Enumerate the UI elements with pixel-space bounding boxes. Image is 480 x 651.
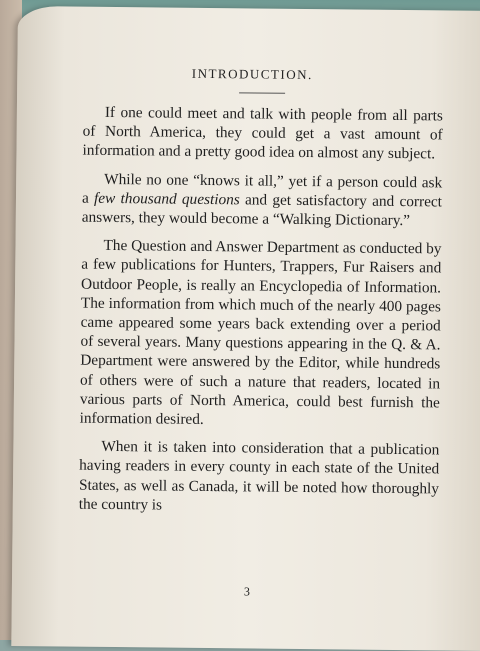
paragraph-1: If one could meet and talk with people from all parts of North America, they could get a vast amount of information and a pretty good idea on almost any subject. xyxy=(82,103,443,163)
book-page xyxy=(11,6,480,651)
paragraph-2-start: While no one “knows it all,” yet if a person could ask a xyxy=(81,170,443,207)
page-number: 3 xyxy=(243,584,250,599)
paragraph-2 xyxy=(82,169,443,230)
page-body xyxy=(79,103,443,527)
paragraph-4: When it is taken into consideration that a publication having readers in every county in each state of the United States, as well as Canada, it will be noted how thoroughly the country is xyxy=(78,438,440,514)
paragraph-3: The Question and Answer Department as conducted by a few publications for Hunters, Trappers, Fur Raisers and Outdoor People, is really an Encyclopedia of Information. The information from which much of the nearly 400 pages came appeared some years back extending over a period of several years. Many questions appearing in the Q. & A. Department were answered by the Editor, while hundreds of others were of such a nature that readers, located in various parts of North America, could best furnish the information desired. xyxy=(79,237,442,429)
heading-divider xyxy=(239,92,285,93)
paragraph-2-end: and get satisfactory and correct answers, they would become a “Walking Dictionary.” xyxy=(81,191,443,230)
paragraph-2-emphasis: few thousand questions xyxy=(93,189,240,209)
page-heading: INTRODUCTION. xyxy=(191,65,313,83)
